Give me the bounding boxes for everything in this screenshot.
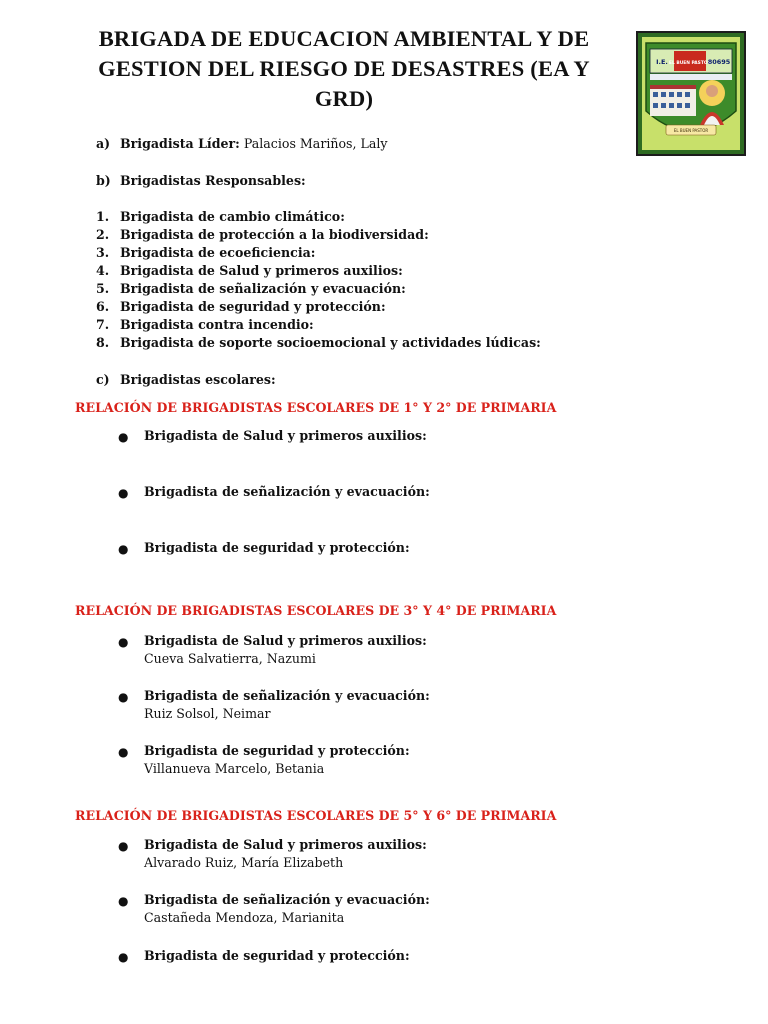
group-item-name: Cueva Salvatierra, Nazumi: [144, 651, 316, 666]
bullet-icon: ●: [118, 486, 129, 500]
school-logo: [636, 31, 746, 156]
list-text: Brigadista de Salud y primeros auxilios:: [120, 263, 403, 278]
list-number: 4.: [96, 263, 110, 278]
title-line: GRD): [314, 86, 374, 111]
bullet-icon: ●: [118, 542, 129, 556]
group-heading: RELACIÓN DE BRIGADISTAS ESCOLARES DE 1° Y 2° DE PRIMARIA: [75, 400, 557, 415]
list-text: Brigadista de protección a la biodiversidad:: [120, 227, 429, 242]
list-text: Brigadista de soporte socioemocional y actividades lúdicas:: [120, 335, 541, 350]
section-a-marker: a): [96, 136, 111, 151]
list-number: 6.: [96, 299, 110, 314]
group-item-role: Brigadista de seguridad y protección:: [144, 540, 410, 555]
list-number: 5.: [96, 281, 110, 296]
bullet-icon: ●: [118, 690, 129, 704]
list-text: Brigadista de ecoeficiencia:: [120, 245, 316, 260]
title-line: GESTION DEL RIESGO DE DESASTRES (EA Y: [98, 56, 590, 81]
group-item-role: Brigadista de Salud y primeros auxilios:: [144, 837, 427, 852]
list-text: Brigadista de señalización y evacuación:: [120, 281, 406, 296]
bullet-icon: ●: [118, 839, 129, 853]
section-b-marker: b): [96, 173, 111, 188]
leader-field: [120, 135, 388, 153]
document-title: [60, 24, 628, 114]
list-number: 7.: [96, 317, 110, 332]
group-item-role: Brigadista de seguridad y protección:: [144, 743, 410, 758]
bullet-icon: ●: [118, 430, 129, 444]
title-line: BRIGADA DE EDUCACION AMBIENTAL Y DE: [98, 26, 590, 51]
group-item-name: Ruiz Solsol, Neimar: [144, 706, 271, 721]
list-text: Brigadista contra incendio:: [120, 317, 314, 332]
leader-name: Palacios Mariños, Laly: [239, 136, 388, 151]
group-item-name: Castañeda Mendoza, Marianita: [144, 910, 345, 925]
group-heading: RELACIÓN DE BRIGADISTAS ESCOLARES DE 5° Y 6° DE PRIMARIA: [75, 808, 557, 823]
group-heading: RELACIÓN DE BRIGADISTAS ESCOLARES DE 3° Y 4° DE PRIMARIA: [75, 603, 557, 618]
list-text: Brigadista de cambio climático:: [120, 209, 345, 224]
group-item-role: Brigadista de señalización y evacuación:: [144, 484, 430, 499]
section-c-marker: c): [96, 372, 110, 387]
list-number: 1.: [96, 209, 110, 224]
leader-label: Brigadista Líder:: [120, 136, 240, 151]
group-item-role: Brigadista de seguridad y protección:: [144, 948, 410, 963]
logo-text-name: EL BUEN PASTOR: [669, 61, 711, 66]
logo-text-number: 80695: [707, 58, 731, 66]
list-number: 2.: [96, 227, 110, 242]
bullet-icon: ●: [118, 950, 129, 964]
logo-text-ie: I.E.: [656, 58, 668, 66]
section-c-label: Brigadistas escolares:: [120, 372, 276, 387]
list-text: Brigadista de seguridad y protección:: [120, 299, 386, 314]
group-item-role: Brigadista de señalización y evacuación:: [144, 892, 430, 907]
group-item-role: Brigadista de Salud y primeros auxilios:: [144, 633, 427, 648]
group-item-name: Villanueva Marcelo, Betania: [144, 761, 325, 776]
bullet-icon: ●: [118, 635, 129, 649]
bullet-icon: ●: [118, 894, 129, 908]
list-number: 3.: [96, 245, 110, 260]
section-b-label: Brigadistas Responsables:: [120, 173, 306, 188]
group-item-role: Brigadista de señalización y evacuación:: [144, 688, 430, 703]
logo-ribbon-text: EL BUEN PASTOR: [673, 128, 709, 133]
group-item-role: Brigadista de Salud y primeros auxilios:: [144, 428, 427, 443]
list-number: 8.: [96, 335, 110, 350]
bullet-icon: ●: [118, 745, 129, 759]
group-item-name: Alvarado Ruiz, María Elizabeth: [144, 855, 344, 870]
